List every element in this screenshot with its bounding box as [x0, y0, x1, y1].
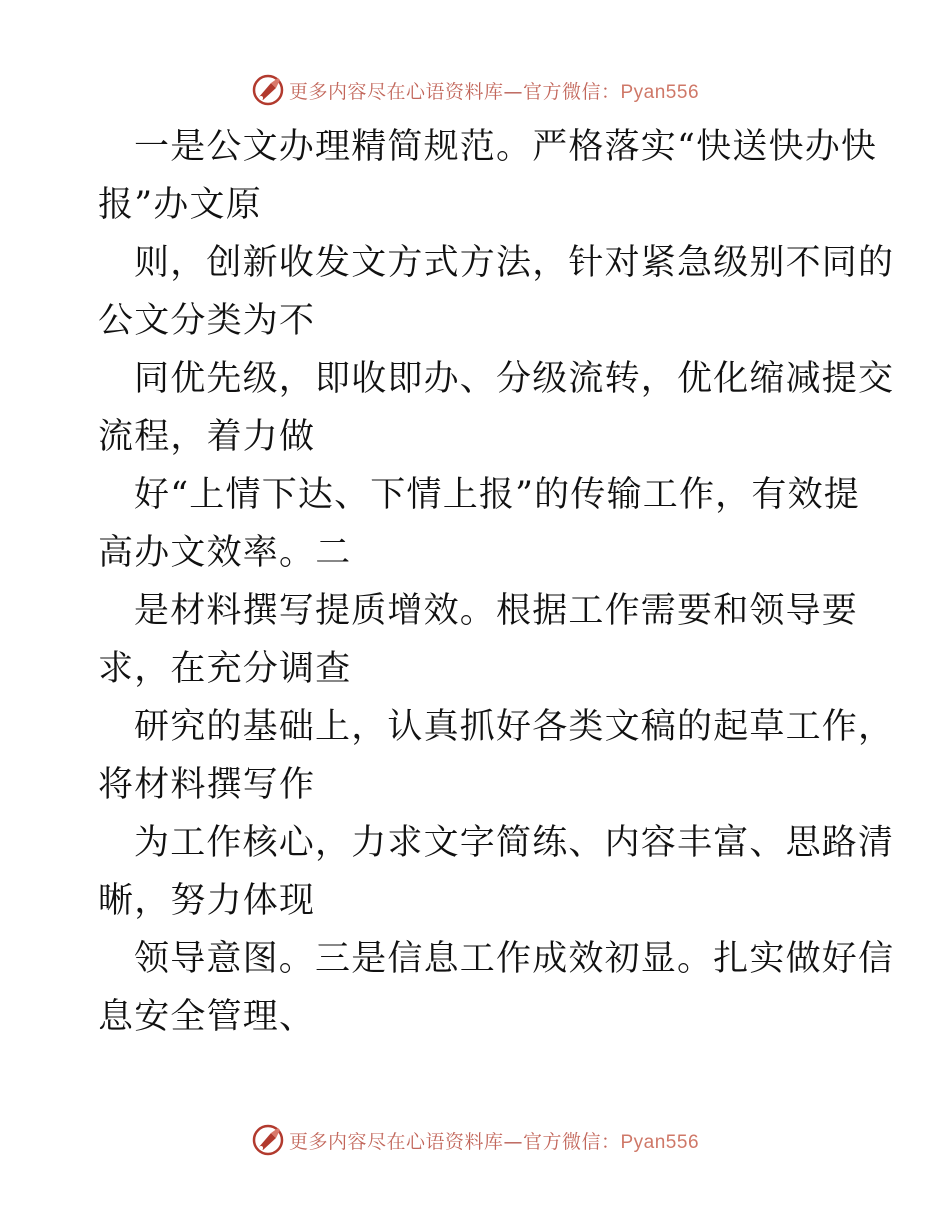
body-line: 同优先级，即收即办、分级流转，优化缩减提交 — [134, 359, 895, 399]
body-line: 晰，努力体现 — [98, 881, 316, 921]
footer-watermark-banner — [0, 1120, 950, 1160]
footer-banner-text: 更多内容尽在心语资料库—官方微信：Pyan556 — [288, 1130, 700, 1153]
header-banner-text: 更多内容尽在心语资料库—官方微信：Pyan556 — [288, 80, 700, 103]
body-line: 将材料撰写作 — [98, 765, 316, 805]
body-line: 报”办文原 — [98, 185, 262, 225]
body-line: 息安全管理、 — [98, 997, 316, 1037]
body-line: 为工作核心，力求文字简练、内容丰富、思路清 — [134, 823, 895, 863]
pen-nib-logo-icon — [251, 1123, 285, 1157]
header-watermark-banner — [0, 70, 950, 110]
body-line: 是材料撰写提质增效。根据工作需要和领导要 — [134, 591, 859, 631]
body-line: 研究的基础上，认真抓好各类文稿的起草工作， — [134, 707, 895, 747]
body-line: 好“上情下达、下情上报”的传输工作，有效提 — [134, 475, 860, 515]
pen-nib-logo-icon — [251, 73, 285, 107]
body-line: 一是公文办理精简规范。严格落实“快送快办快 — [134, 127, 878, 167]
body-line: 公文分类为不 — [98, 301, 316, 341]
body-line: 求，在充分调查 — [98, 649, 352, 689]
body-line: 则，创新收发文方式方法，针对紧急级别不同的 — [134, 243, 895, 283]
document-body — [98, 118, 895, 1046]
body-line: 流程，着力做 — [98, 417, 316, 457]
body-line: 领导意图。三是信息工作成效初显。扎实做好信 — [134, 939, 895, 979]
body-line: 高办文效率。二 — [98, 533, 352, 573]
